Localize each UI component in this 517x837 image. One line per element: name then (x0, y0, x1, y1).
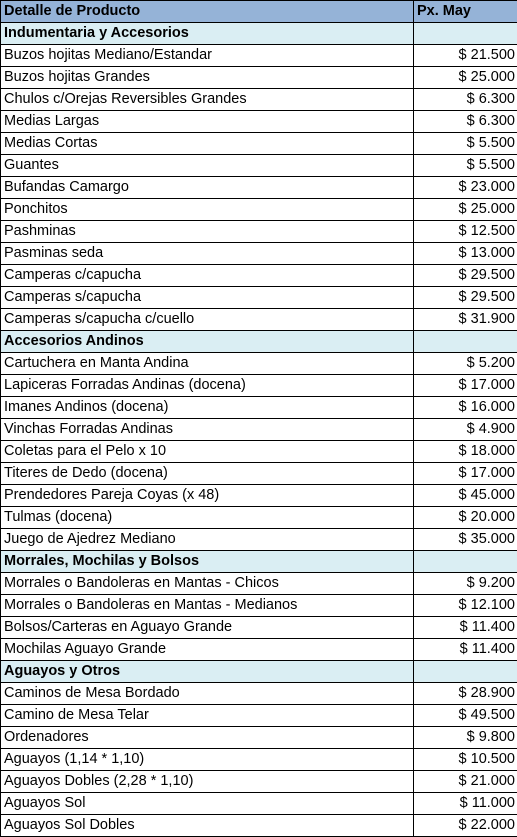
product-name-cell: Imanes Andinos (docena) (1, 397, 414, 419)
product-name-cell: Bufandas Camargo (1, 177, 414, 199)
product-price-cell: $ 49.500 (414, 705, 517, 727)
product-price-cell: $ 35.000 (414, 529, 517, 551)
product-name-cell: Camperas s/capucha c/cuello (1, 309, 414, 331)
product-price-cell: $ 6.300 (414, 89, 517, 111)
product-price-cell: $ 17.000 (414, 375, 517, 397)
section-title: Morrales, Mochilas y Bolsos (1, 551, 414, 573)
product-price-cell: $ 9.800 (414, 727, 517, 749)
product-name-cell: Tulmas (docena) (1, 507, 414, 529)
product-price-cell: $ 16.000 (414, 397, 517, 419)
product-price-cell: $ 5.200 (414, 353, 517, 375)
section-price-cell-empty (414, 23, 517, 45)
product-price-cell: $ 21.500 (414, 45, 517, 67)
table-row (1, 133, 517, 155)
product-price-cell: $ 29.500 (414, 265, 517, 287)
product-name-cell: Coletas para el Pelo x 10 (1, 441, 414, 463)
table-header-row (1, 1, 517, 23)
table-row (1, 199, 517, 221)
product-price-cell: $ 28.900 (414, 683, 517, 705)
product-price-cell: $ 5.500 (414, 155, 517, 177)
product-price-cell: $ 20.000 (414, 507, 517, 529)
table-row (1, 287, 517, 309)
product-column-header: Detalle de Producto (1, 1, 414, 23)
product-name-cell: Caminos de Mesa Bordado (1, 683, 414, 705)
product-price-cell: $ 25.000 (414, 67, 517, 89)
product-name-cell: Cartuchera en Manta Andina (1, 353, 414, 375)
product-price-cell: $ 11.400 (414, 617, 517, 639)
product-name-cell: Buzos hojitas Mediano/Estandar (1, 45, 414, 67)
product-name-cell: Prendedores Pareja Coyas (x 48) (1, 485, 414, 507)
table-row (1, 683, 517, 705)
product-name-cell: Pashminas (1, 221, 414, 243)
product-name-cell: Camperas s/capucha (1, 287, 414, 309)
product-price-cell: $ 9.200 (414, 573, 517, 595)
product-name-cell: Mochilas Aguayo Grande (1, 639, 414, 661)
product-name-cell: Aguayos Sol Dobles (1, 815, 414, 837)
table-row (1, 353, 517, 375)
section-header-row (1, 23, 517, 45)
product-name-cell: Ponchitos (1, 199, 414, 221)
product-price-cell: $ 31.900 (414, 309, 517, 331)
product-name-cell: Vinchas Forradas Andinas (1, 419, 414, 441)
product-price-cell: $ 12.100 (414, 595, 517, 617)
price-column-header: Px. May (414, 1, 517, 23)
product-name-cell: Chulos c/Orejas Reversibles Grandes (1, 89, 414, 111)
product-name-cell: Medias Cortas (1, 133, 414, 155)
table-row (1, 639, 517, 661)
table-row (1, 595, 517, 617)
table-row (1, 397, 517, 419)
section-header-row (1, 661, 517, 683)
product-name-cell: Pasminas seda (1, 243, 414, 265)
table-row (1, 243, 517, 265)
product-price-cell: $ 18.000 (414, 441, 517, 463)
table-row (1, 815, 517, 837)
product-price-cell: $ 25.000 (414, 199, 517, 221)
table-row (1, 177, 517, 199)
section-price-cell-empty (414, 661, 517, 683)
section-header-row (1, 331, 517, 353)
section-price-cell-empty (414, 551, 517, 573)
table-row (1, 463, 517, 485)
table-row (1, 617, 517, 639)
table-row (1, 507, 517, 529)
product-price-cell: $ 45.000 (414, 485, 517, 507)
product-price-cell: $ 13.000 (414, 243, 517, 265)
product-price-cell: $ 6.300 (414, 111, 517, 133)
table-row (1, 309, 517, 331)
product-price-cell: $ 12.500 (414, 221, 517, 243)
product-name-cell: Juego de Ajedrez Mediano (1, 529, 414, 551)
section-title: Indumentaria y Accesorios (1, 23, 414, 45)
table-row (1, 529, 517, 551)
section-title: Aguayos y Otros (1, 661, 414, 683)
product-name-cell: Morrales o Bandoleras en Mantas - Medianos (1, 595, 414, 617)
product-name-cell: Morrales o Bandoleras en Mantas - Chicos (1, 573, 414, 595)
section-title: Accesorios Andinos (1, 331, 414, 353)
product-price-cell: $ 11.000 (414, 793, 517, 815)
table-row (1, 221, 517, 243)
product-price-cell: $ 10.500 (414, 749, 517, 771)
product-price-cell: $ 29.500 (414, 287, 517, 309)
section-price-cell-empty (414, 331, 517, 353)
product-name-cell: Titeres de Dedo (docena) (1, 463, 414, 485)
table-row (1, 727, 517, 749)
table-row (1, 749, 517, 771)
product-name-cell: Aguayos Dobles (2,28 * 1,10) (1, 771, 414, 793)
product-name-cell: Buzos hojitas Grandes (1, 67, 414, 89)
product-name-cell: Medias Largas (1, 111, 414, 133)
product-name-cell: Camino de Mesa Telar (1, 705, 414, 727)
product-name-cell: Bolsos/Carteras en Aguayo Grande (1, 617, 414, 639)
product-price-cell: $ 5.500 (414, 133, 517, 155)
table-row (1, 67, 517, 89)
table-row (1, 375, 517, 397)
table-row (1, 771, 517, 793)
product-price-cell: $ 22.000 (414, 815, 517, 837)
product-price-cell: $ 21.000 (414, 771, 517, 793)
product-price-cell: $ 4.900 (414, 419, 517, 441)
product-name-cell: Ordenadores (1, 727, 414, 749)
product-name-cell: Aguayos Sol (1, 793, 414, 815)
product-name-cell: Lapiceras Forradas Andinas (docena) (1, 375, 414, 397)
product-name-cell: Aguayos (1,14 * 1,10) (1, 749, 414, 771)
product-name-cell: Camperas c/capucha (1, 265, 414, 287)
section-header-row (1, 551, 517, 573)
product-price-cell: $ 17.000 (414, 463, 517, 485)
product-price-cell: $ 11.400 (414, 639, 517, 661)
table-row (1, 419, 517, 441)
table-row (1, 441, 517, 463)
table-row (1, 573, 517, 595)
table-row (1, 111, 517, 133)
table-row (1, 485, 517, 507)
table-row (1, 265, 517, 287)
product-price-cell: $ 23.000 (414, 177, 517, 199)
table-row (1, 89, 517, 111)
table-row (1, 705, 517, 727)
product-name-cell: Guantes (1, 155, 414, 177)
table-body (1, 23, 517, 837)
table-row (1, 793, 517, 815)
table-row (1, 155, 517, 177)
table-row (1, 45, 517, 67)
